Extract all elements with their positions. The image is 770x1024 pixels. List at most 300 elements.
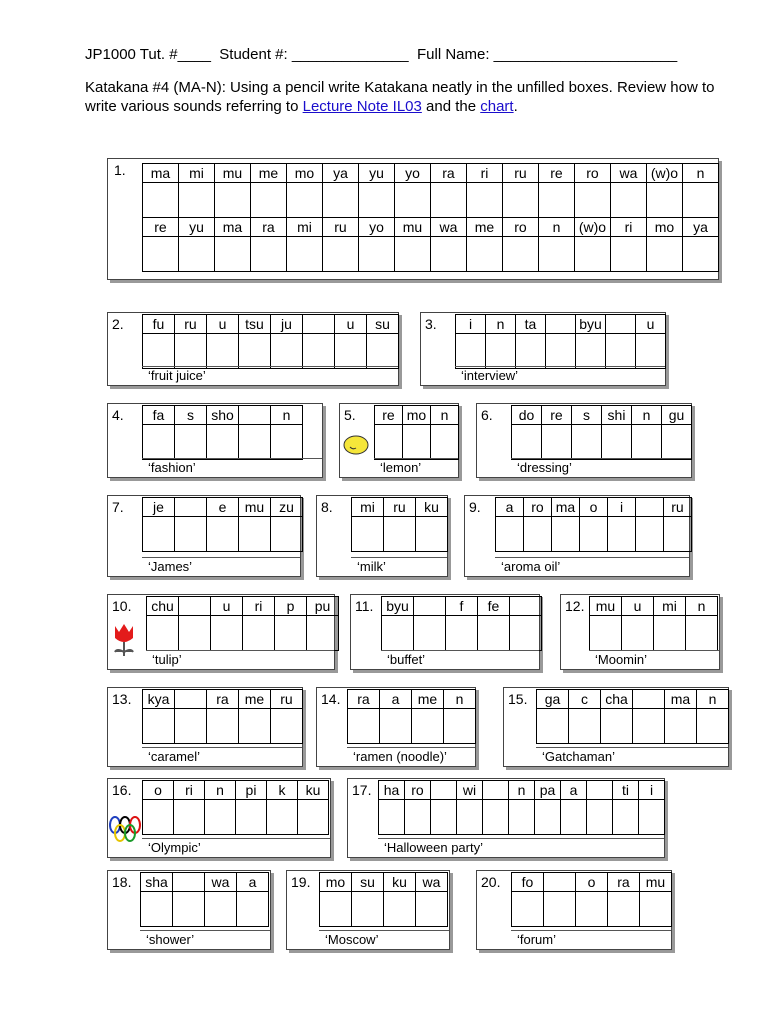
romaji-cell: mu <box>590 597 622 616</box>
katakana-answer-box[interactable] <box>683 183 719 218</box>
romaji-cell: ra <box>431 164 467 183</box>
katakana-answer-box[interactable] <box>611 183 647 218</box>
exercise-number: 18. <box>112 874 132 890</box>
katakana-answer-box[interactable] <box>239 517 271 552</box>
katakana-answer-box[interactable] <box>575 183 611 218</box>
romaji-cell: e <box>207 498 239 517</box>
romaji-cell: su <box>367 315 399 334</box>
exercise-8 <box>316 495 448 577</box>
romaji-cell: ga <box>537 690 569 709</box>
english-gloss: ‘Olympic’ <box>142 838 330 856</box>
katakana-answer-box[interactable] <box>576 334 606 369</box>
exercise-number: 17. <box>352 782 372 798</box>
romaji-cell: u <box>335 315 367 334</box>
exercise-7 <box>107 495 301 577</box>
romaji-cell: sho <box>207 406 239 425</box>
katakana-answer-box[interactable] <box>207 425 239 460</box>
katakana-answer-box[interactable] <box>516 334 546 369</box>
katakana-answer-box[interactable] <box>179 183 215 218</box>
english-gloss: ‘ramen (noodle)’ <box>347 747 475 765</box>
romaji-cell: fo <box>512 873 544 892</box>
katakana-answer-box[interactable] <box>379 800 405 835</box>
katakana-answer-box[interactable] <box>267 800 298 835</box>
katakana-answer-box[interactable] <box>483 800 509 835</box>
katakana-answer-box[interactable] <box>323 237 359 272</box>
romaji-cell: ya <box>683 218 719 237</box>
katakana-answer-box[interactable] <box>239 334 271 369</box>
katakana-answer-box[interactable] <box>179 237 215 272</box>
katakana-answer-box[interactable] <box>416 517 448 552</box>
exercise-12 <box>560 594 720 670</box>
katakana-answer-box[interactable] <box>542 425 572 460</box>
exercise-20 <box>476 870 672 950</box>
katakana-answer-box[interactable] <box>251 237 287 272</box>
exercise-11 <box>350 594 540 670</box>
romaji-cell: wa <box>416 873 448 892</box>
romaji-cell: u <box>622 597 654 616</box>
romaji-cell: n <box>539 218 575 237</box>
answer-grid <box>378 780 665 835</box>
katakana-answer-box[interactable] <box>431 183 467 218</box>
romaji-cell: a <box>561 781 587 800</box>
katakana-answer-box[interactable] <box>367 334 399 369</box>
romaji-cell <box>510 597 542 616</box>
romaji-cell: me <box>239 690 271 709</box>
katakana-answer-box[interactable] <box>572 425 602 460</box>
romaji-cell: n <box>632 406 662 425</box>
exercise-2 <box>107 312 399 386</box>
romaji-cell: ru <box>664 498 692 517</box>
answer-grid <box>319 872 448 927</box>
katakana-answer-box[interactable] <box>205 892 237 927</box>
katakana-answer-box[interactable] <box>335 334 367 369</box>
romaji-cell: mu <box>239 498 271 517</box>
katakana-answer-box[interactable] <box>205 800 236 835</box>
katakana-answer-box[interactable] <box>431 800 457 835</box>
exercise-number: 3. <box>425 316 437 332</box>
romaji-cell <box>303 315 335 334</box>
katakana-answer-box[interactable] <box>697 709 729 744</box>
romaji-cell: (w)o <box>647 164 683 183</box>
answer-grid <box>536 689 729 744</box>
katakana-answer-box[interactable] <box>173 892 205 927</box>
english-gloss: ‘aroma oil’ <box>495 557 689 575</box>
katakana-answer-box[interactable] <box>143 517 175 552</box>
romaji-cell: s <box>175 406 207 425</box>
katakana-answer-box[interactable] <box>647 183 683 218</box>
romaji-cell: wa <box>431 218 467 237</box>
katakana-answer-box[interactable] <box>535 800 561 835</box>
romaji-cell: n <box>683 164 719 183</box>
katakana-answer-box[interactable] <box>382 616 414 651</box>
katakana-answer-box[interactable] <box>608 517 636 552</box>
katakana-answer-box[interactable] <box>510 616 542 651</box>
romaji-cell: me <box>412 690 444 709</box>
romaji-cell: ro <box>503 218 539 237</box>
romaji-cell: ri <box>243 597 275 616</box>
katakana-answer-box[interactable] <box>359 237 395 272</box>
katakana-answer-box[interactable] <box>175 517 207 552</box>
instructions-text-3: . <box>513 98 518 115</box>
romaji-cell <box>173 873 205 892</box>
exercise-18 <box>107 870 271 950</box>
katakana-answer-box[interactable] <box>412 709 444 744</box>
romaji-cell: ju <box>271 315 303 334</box>
english-gloss: ‘shower’ <box>140 930 270 948</box>
katakana-answer-box[interactable] <box>633 709 665 744</box>
romaji-cell: mo <box>287 164 323 183</box>
katakana-answer-box[interactable] <box>665 709 697 744</box>
katakana-answer-box[interactable] <box>207 517 239 552</box>
katakana-answer-box[interactable] <box>640 892 672 927</box>
romaji-cell: fe <box>478 597 510 616</box>
katakana-answer-box[interactable] <box>143 709 175 744</box>
katakana-answer-box[interactable] <box>207 334 239 369</box>
katakana-answer-box[interactable] <box>539 183 575 218</box>
katakana-answer-box[interactable] <box>175 709 207 744</box>
romaji-cell: byu <box>576 315 606 334</box>
katakana-answer-box[interactable] <box>215 183 251 218</box>
romaji-cell: mu <box>640 873 672 892</box>
romaji-cell: fu <box>143 315 175 334</box>
romaji-cell: ro <box>405 781 431 800</box>
katakana-answer-box[interactable] <box>546 334 576 369</box>
exercise-6 <box>476 403 692 478</box>
romaji-cell <box>239 406 271 425</box>
katakana-answer-box[interactable] <box>143 425 175 460</box>
katakana-answer-box[interactable] <box>654 616 686 651</box>
header-line <box>85 46 677 63</box>
romaji-cell: me <box>251 164 287 183</box>
romaji-cell: re <box>375 406 403 425</box>
romaji-cell: n <box>431 406 459 425</box>
katakana-answer-box[interactable] <box>503 183 539 218</box>
english-gloss: ‘dressing’ <box>511 458 691 476</box>
answer-grid <box>511 405 692 460</box>
exercise-number: 12. <box>565 598 585 614</box>
answer-grid <box>374 405 459 460</box>
katakana-answer-box[interactable] <box>606 334 636 369</box>
romaji-cell: u <box>636 315 666 334</box>
romaji-cell: n <box>509 781 535 800</box>
english-gloss: ‘Moomin’ <box>589 650 719 668</box>
exercise-19 <box>286 870 450 950</box>
romaji-cell: byu <box>382 597 414 616</box>
exercise-number: 15. <box>508 691 528 707</box>
romaji-cell: ku <box>416 498 448 517</box>
katakana-answer-box[interactable] <box>239 709 271 744</box>
answer-grid <box>511 872 672 927</box>
katakana-answer-box[interactable] <box>384 517 416 552</box>
katakana-answer-box[interactable] <box>664 517 692 552</box>
katakana-answer-box[interactable] <box>211 616 243 651</box>
romaji-cell: yo <box>359 218 395 237</box>
romaji-cell: ma <box>552 498 580 517</box>
answer-grid <box>142 780 329 835</box>
romaji-cell: mi <box>287 218 323 237</box>
katakana-answer-box[interactable] <box>602 425 632 460</box>
romaji-cell: su <box>352 873 384 892</box>
exercise-number: 9. <box>469 499 481 515</box>
katakana-answer-box[interactable] <box>503 237 539 272</box>
katakana-answer-box[interactable] <box>287 237 323 272</box>
exercise-number: 13. <box>112 691 132 707</box>
katakana-answer-box[interactable] <box>236 800 267 835</box>
exercise-number: 1. <box>114 162 126 178</box>
romaji-cell: ru <box>271 690 303 709</box>
romaji-cell: zu <box>271 498 303 517</box>
katakana-answer-box[interactable] <box>271 709 303 744</box>
exercise-number: 11. <box>355 598 374 614</box>
katakana-answer-box[interactable] <box>611 237 647 272</box>
katakana-answer-box[interactable] <box>348 709 380 744</box>
romaji-cell: pa <box>535 781 561 800</box>
romaji-cell: fa <box>143 406 175 425</box>
english-gloss: ‘caramel’ <box>142 747 302 765</box>
exercise-number: 6. <box>481 407 493 423</box>
katakana-answer-box[interactable] <box>271 425 303 460</box>
exercise-3 <box>420 312 666 386</box>
romaji-cell: yu <box>359 164 395 183</box>
katakana-answer-box[interactable] <box>352 517 384 552</box>
romaji-cell: sha <box>141 873 173 892</box>
romaji-cell <box>414 597 446 616</box>
romaji-cell: (w)o <box>575 218 611 237</box>
katakana-answer-box[interactable] <box>175 425 207 460</box>
romaji-cell: ru <box>384 498 416 517</box>
romaji-cell: a <box>237 873 269 892</box>
romaji-cell: ti <box>613 781 639 800</box>
romaji-cell: kya <box>143 690 175 709</box>
romaji-cell: n <box>486 315 516 334</box>
katakana-answer-box[interactable] <box>632 425 662 460</box>
exercise-number: 16. <box>112 782 132 798</box>
katakana-answer-box[interactable] <box>622 616 654 651</box>
answer-grid <box>381 596 542 651</box>
katakana-answer-box[interactable] <box>405 800 431 835</box>
katakana-answer-box[interactable] <box>478 616 510 651</box>
katakana-answer-box[interactable] <box>552 517 580 552</box>
katakana-answer-box[interactable] <box>243 616 275 651</box>
katakana-answer-box[interactable] <box>446 616 478 651</box>
katakana-answer-box[interactable] <box>431 425 459 460</box>
english-gloss: ‘forum’ <box>511 930 671 948</box>
katakana-answer-box[interactable] <box>251 183 287 218</box>
katakana-answer-box[interactable] <box>416 892 448 927</box>
katakana-answer-box[interactable] <box>143 800 174 835</box>
romaji-cell: me <box>467 218 503 237</box>
katakana-answer-box[interactable] <box>613 800 639 835</box>
romaji-cell: ri <box>611 218 647 237</box>
romaji-cell: wa <box>205 873 237 892</box>
answer-grid <box>495 497 692 552</box>
katakana-answer-box[interactable] <box>141 892 173 927</box>
romaji-cell: mi <box>654 597 686 616</box>
katakana-answer-box[interactable] <box>580 517 608 552</box>
romaji-cell: o <box>580 498 608 517</box>
katakana-answer-box[interactable] <box>636 517 664 552</box>
katakana-answer-box[interactable] <box>179 616 211 651</box>
romaji-cell: ya <box>323 164 359 183</box>
exercise-15 <box>503 687 729 767</box>
katakana-answer-box[interactable] <box>271 517 303 552</box>
student-number-label: Student #: ______________ <box>219 46 409 63</box>
romaji-cell: ku <box>384 873 416 892</box>
romaji-cell: pi <box>236 781 267 800</box>
katakana-answer-box[interactable] <box>298 800 329 835</box>
romaji-cell: mi <box>352 498 384 517</box>
romaji-cell <box>546 315 576 334</box>
answer-grid <box>142 689 303 744</box>
romaji-cell: f <box>446 597 478 616</box>
katakana-answer-box[interactable] <box>143 183 179 218</box>
chart-link[interactable]: chart <box>480 98 514 115</box>
romaji-cell <box>175 690 207 709</box>
romaji-cell: o <box>576 873 608 892</box>
romaji-cell: cha <box>601 690 633 709</box>
exercise-1 <box>107 158 719 280</box>
lecture-note-link[interactable]: Lecture Note IL03 <box>302 98 422 115</box>
katakana-answer-box[interactable] <box>496 517 524 552</box>
romaji-cell: ro <box>524 498 552 517</box>
katakana-answer-box[interactable] <box>569 709 601 744</box>
katakana-answer-box[interactable] <box>359 183 395 218</box>
romaji-cell <box>544 873 576 892</box>
katakana-answer-box[interactable] <box>608 892 640 927</box>
katakana-answer-box[interactable] <box>431 237 467 272</box>
romaji-cell: n <box>205 781 236 800</box>
katakana-answer-box[interactable] <box>303 334 335 369</box>
katakana-answer-box[interactable] <box>662 425 692 460</box>
katakana-answer-box[interactable] <box>575 237 611 272</box>
romaji-cell: a <box>380 690 412 709</box>
exercise-number: 19. <box>291 874 311 890</box>
katakana-answer-box[interactable] <box>207 709 239 744</box>
romaji-cell: n <box>686 597 718 616</box>
katakana-answer-box[interactable] <box>174 800 205 835</box>
katakana-answer-box[interactable] <box>456 334 486 369</box>
katakana-answer-box[interactable] <box>467 183 503 218</box>
katakana-answer-box[interactable] <box>512 892 544 927</box>
katakana-answer-box[interactable] <box>544 892 576 927</box>
english-gloss: ‘James’ <box>142 557 300 575</box>
romaji-cell: ha <box>379 781 405 800</box>
katakana-answer-box[interactable] <box>237 892 269 927</box>
romaji-cell: do <box>512 406 542 425</box>
katakana-answer-box[interactable] <box>403 425 431 460</box>
katakana-answer-box[interactable] <box>287 183 323 218</box>
romaji-cell: ri <box>467 164 503 183</box>
exercise-number: 14. <box>321 691 341 707</box>
romaji-cell: shi <box>602 406 632 425</box>
katakana-answer-box[interactable] <box>143 237 179 272</box>
katakana-answer-box[interactable] <box>375 425 403 460</box>
answer-grid <box>146 596 339 651</box>
romaji-cell: ta <box>516 315 546 334</box>
katakana-answer-box[interactable] <box>539 237 575 272</box>
exercise-10 <box>107 594 335 670</box>
katakana-answer-box[interactable] <box>147 616 179 651</box>
katakana-answer-box[interactable] <box>320 892 352 927</box>
romaji-cell: ku <box>298 781 329 800</box>
lemon-icon <box>341 434 371 461</box>
exercise-number: 8. <box>321 499 333 515</box>
katakana-answer-box[interactable] <box>576 892 608 927</box>
katakana-answer-box[interactable] <box>352 892 384 927</box>
katakana-answer-box[interactable] <box>457 800 483 835</box>
romaji-cell: u <box>211 597 243 616</box>
romaji-cell: ra <box>348 690 380 709</box>
katakana-answer-box[interactable] <box>143 334 175 369</box>
katakana-answer-box[interactable] <box>537 709 569 744</box>
romaji-cell <box>483 781 509 800</box>
katakana-answer-box[interactable] <box>467 237 503 272</box>
katakana-answer-box[interactable] <box>175 334 207 369</box>
full-name-label: Full Name: ______________________ <box>416 46 678 63</box>
katakana-answer-box[interactable] <box>323 183 359 218</box>
english-gloss: ‘interview’ <box>455 366 665 384</box>
katakana-answer-box[interactable] <box>395 183 431 218</box>
romaji-cell: ra <box>608 873 640 892</box>
katakana-answer-box[interactable] <box>380 709 412 744</box>
katakana-answer-box[interactable] <box>524 517 552 552</box>
exercise-1-grid <box>142 163 719 272</box>
katakana-answer-box[interactable] <box>239 425 271 460</box>
katakana-answer-box[interactable] <box>384 892 416 927</box>
instructions-text: Katakana #4 (MA-N): Using a pencil write Katakana neatly in the unfilled boxes. Review how to write various sounds referring to <box>85 79 715 115</box>
katakana-answer-box[interactable] <box>590 616 622 651</box>
katakana-answer-box[interactable] <box>486 334 516 369</box>
katakana-answer-box[interactable] <box>587 800 613 835</box>
instructions-text-2: and the <box>421 98 481 115</box>
answer-grid <box>142 405 303 460</box>
answer-grid <box>351 497 448 552</box>
katakana-answer-box[interactable] <box>512 425 542 460</box>
english-gloss: ‘Moscow’ <box>319 930 449 948</box>
katakana-answer-box[interactable] <box>636 334 666 369</box>
romaji-cell: mu <box>395 218 431 237</box>
answer-grid <box>140 872 269 927</box>
katakana-answer-box[interactable] <box>561 800 587 835</box>
romaji-cell: pu <box>307 597 339 616</box>
katakana-answer-box[interactable] <box>647 237 683 272</box>
tulip-icon <box>111 620 137 665</box>
romaji-cell: s <box>572 406 602 425</box>
romaji-cell: n <box>444 690 476 709</box>
katakana-answer-box[interactable] <box>683 237 719 272</box>
romaji-cell: ra <box>207 690 239 709</box>
katakana-answer-box[interactable] <box>601 709 633 744</box>
katakana-answer-box[interactable] <box>444 709 476 744</box>
instructions <box>85 78 725 116</box>
katakana-answer-box[interactable] <box>395 237 431 272</box>
answer-grid <box>347 689 476 744</box>
answer-grid <box>589 596 718 651</box>
english-gloss: ‘fruit juice’ <box>142 366 398 384</box>
katakana-answer-box[interactable] <box>307 616 339 651</box>
katakana-answer-box[interactable] <box>275 616 307 651</box>
katakana-answer-box[interactable] <box>271 334 303 369</box>
katakana-answer-box[interactable] <box>686 616 718 651</box>
english-gloss: ‘tulip’ <box>146 650 334 668</box>
romaji-cell: a <box>496 498 524 517</box>
katakana-answer-box[interactable] <box>639 800 665 835</box>
exercise-number: 5. <box>344 407 356 423</box>
romaji-cell <box>636 498 664 517</box>
katakana-answer-box[interactable] <box>509 800 535 835</box>
katakana-answer-box[interactable] <box>414 616 446 651</box>
katakana-answer-box[interactable] <box>215 237 251 272</box>
